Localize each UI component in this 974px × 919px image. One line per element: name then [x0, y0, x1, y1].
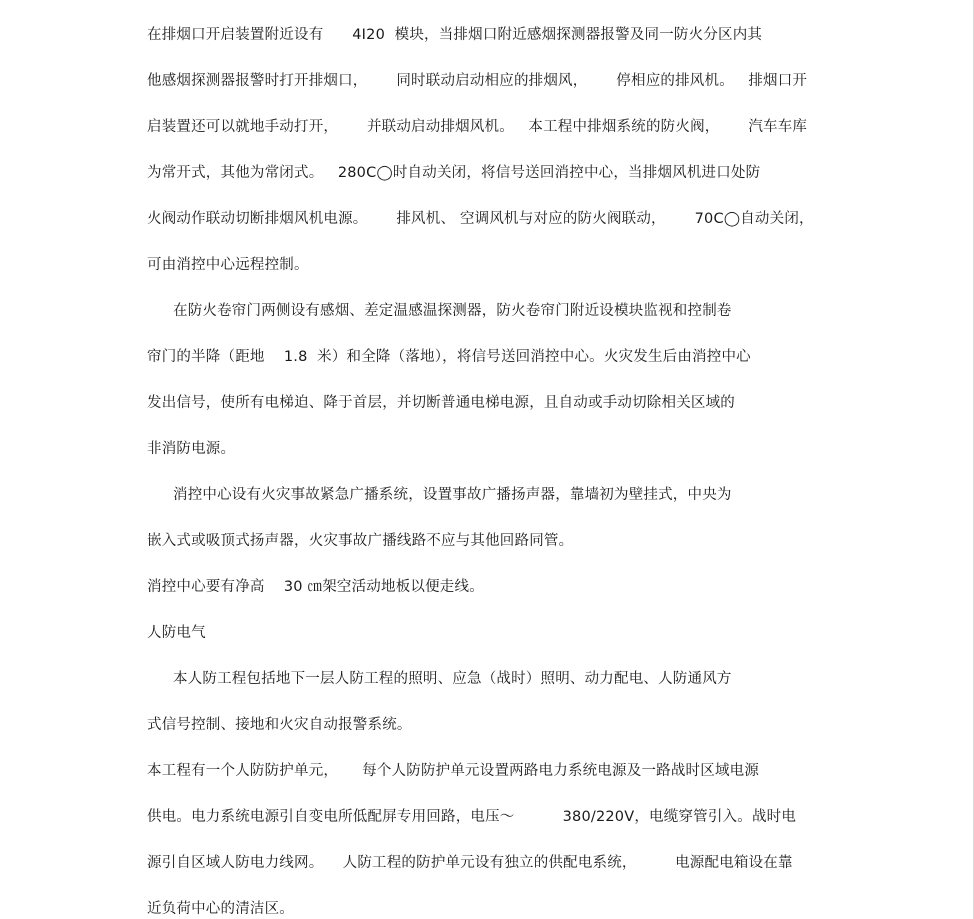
text-line: 近负荷中心的清洁区。: [147, 901, 294, 917]
text-line: 在排烟口开启装置附近设有 4I20 模块，当排烟口附近感烟探测器报警及同一防火分区内其: [147, 27, 763, 43]
text-line: 火阀动作联动切断排烟风机电源。 排风机、 空调风机与对应的防火阀联动， 70C◯自动关闭，: [147, 211, 814, 227]
text-line: 他感烟探测器报警时打开排烟口， 同时联动启动相应的排烟风， 停相应的排风机。 排烟口开: [147, 73, 808, 89]
text-line: 可由消控中心远程控制。: [147, 257, 309, 273]
paragraph-first-line: 消控中心设有火灾事故紧急广播系统，设置事故广播扬声器，靠墙初为壁挂式，中央为: [173, 487, 732, 503]
text-line: 为常开式，其他为常闭式。 280C◯时自动关闭，将信号送回消控中心，当排烟风机进口处防: [147, 165, 761, 181]
text-line: 式信号控制、接地和火灾自动报警系统。: [147, 717, 412, 733]
text-line: 非消防电源。: [147, 441, 236, 457]
text-line: 本工程有一个人防防护单元， 每个人防防护单元设置两路电力系统电源及一路战时区域电源: [147, 763, 760, 779]
text-line: 消控中心要有净高 30 ㎝架空活动地板以便走线。: [147, 579, 484, 595]
text-line: 帘门的半降（距地 1.8 米）和全降（落地），将信号送回消控中心。火灾发生后由消控中心: [147, 349, 751, 365]
text-line: 发出信号，使所有电梯迫、降于首层，并切断普通电梯电源，且自动或手动切除相关区域的: [147, 395, 735, 411]
text-line: 启装置还可以就地手动打开， 并联动启动排烟风机。 本工程中排烟系统的防火阀， 汽车车库: [147, 119, 808, 135]
text-line: 嵌入式或吸顶式扬声器，火灾事故广播线路不应与其他回路同管。: [147, 533, 574, 549]
paragraph-first-line: 本人防工程包括地下一层人防工程的照明、应急（战时）照明、动力配电、人防通风方: [173, 671, 732, 687]
text-line: 供电。电力系统电源引自变电所低配屏专用回路，电压～ 380/220V，电缆穿管引入。战时电: [147, 809, 797, 825]
section-heading: 人防电气: [147, 625, 206, 641]
paragraph-first-line: 在防火卷帘门两侧设有感烟、差定温感温探测器，防火卷帘门附近设模块监视和控制卷: [173, 303, 732, 319]
text-line: 源引自区域人防电力线网。 人防工程的防护单元设有独立的供配电系统， 电源配电箱设在靠: [147, 855, 793, 871]
